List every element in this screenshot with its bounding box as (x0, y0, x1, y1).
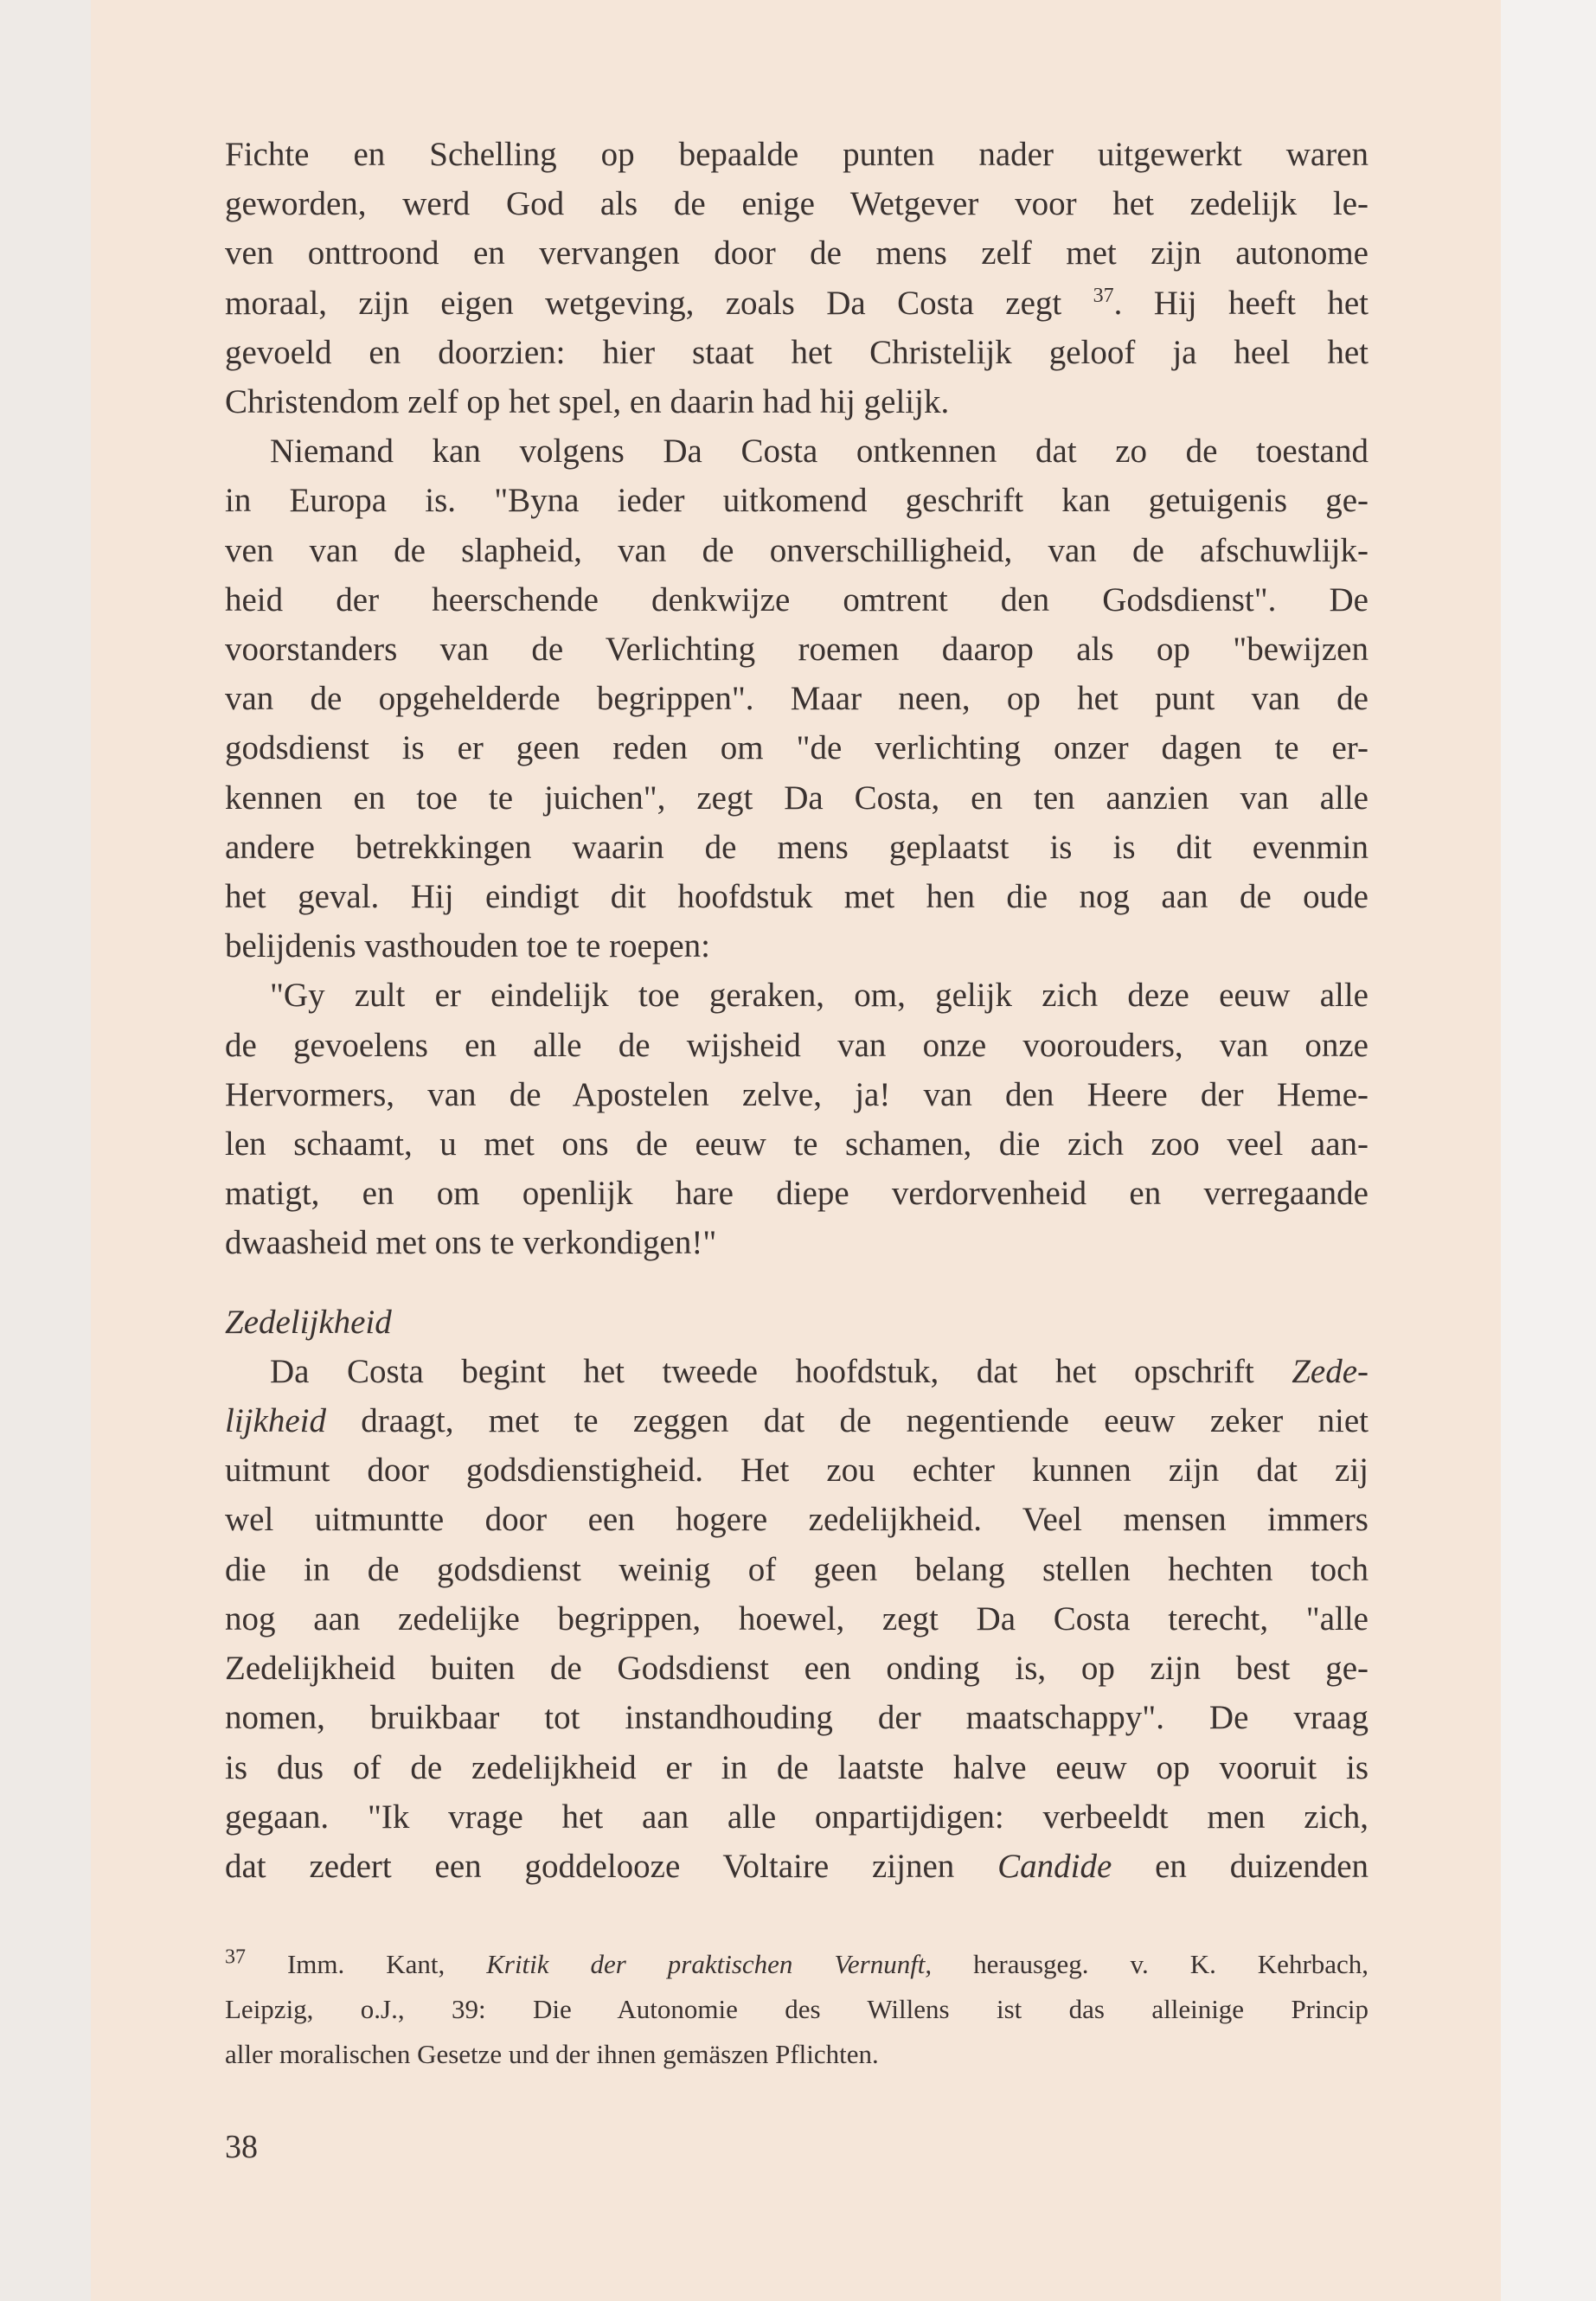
footnote-text: herausgeg. v. K. Kehrbach, (973, 1949, 1369, 1979)
text-fragment: . Hij heeft het (1113, 284, 1368, 322)
main-text (225, 130, 1368, 1891)
text-line: uitmunt door godsdienstigheid. Het zou echter kunnen zijn dat zij (225, 1452, 1368, 1490)
text-line: het geval. Hij eindigt dit hoofdstuk met hen die nog aan de oude (225, 878, 1368, 916)
text-line (225, 1396, 1368, 1445)
text-line: belijdenis vasthouden toe te roepen: (225, 927, 711, 965)
text-line: gegaan. "Ik vrage het aan alle onpartijdigen: verbeeldt men zich, (225, 1798, 1368, 1836)
text-line: Zedelijkheid buiten de Godsdienst een onding is, op zijn best ge- (225, 1650, 1368, 1688)
text-line: wel uitmuntte door een hogere zedelijkheid. Veel mensen immers (225, 1501, 1368, 1539)
text-line: matigt, en om openlijk hare diepe verdorvenheid en verregaande (225, 1175, 1368, 1213)
text-line: kennen en toe te juichen", zegt Da Costa, en ten aanzien van alle (225, 779, 1368, 817)
footnote-line: Leipzig, o.J., 39: Die Autonomie des Willens ist das alleinige Princip (225, 1994, 1368, 2024)
text-line: "Gy zult er eindelijk toe geraken, om, gelijk zich deze eeuw alle (270, 977, 1368, 1015)
text-line: geworden, werd God als de enige Wetgever voor het zedelijk le- (225, 185, 1368, 223)
text-line: is dus of de zedelijkheid er in de laatste halve eeuw op vooruit is (225, 1748, 1368, 1786)
text-fragment: en duizenden (1155, 1847, 1368, 1885)
book-page (91, 0, 1501, 2301)
text-line: Niemand kan volgens Da Costa ontkennen dat zo de toestand (270, 433, 1368, 471)
footnote-line (225, 1942, 1368, 1987)
text-line: heid der heerschende denkwijze omtrent den Godsdienst". De (225, 580, 1368, 619)
page-number: 38 (225, 2129, 258, 2165)
text-line: godsdienst is er geen reden om "de verlichting onzer dagen te er- (225, 729, 1368, 767)
text-fragment: Da Costa begint het tweede hoofdstuk, dat het opschrift (270, 1352, 1254, 1390)
text-line: Fichte en Schelling op bepaalde punten nader uitgewerkt waren (225, 136, 1368, 173)
text-line: dwaasheid met ons te verkondigen!" (225, 1224, 717, 1262)
italic-term: Candide (997, 1847, 1112, 1885)
italic-term: Zede- (1292, 1352, 1368, 1390)
text-line: nomen, bruikbaar tot instandhouding der maatschappy". De vraag (225, 1699, 1368, 1737)
text-line (225, 279, 1368, 328)
text-line: len schaamt, u met ons de eeuw te schamen, die zich zoo veel aan- (225, 1125, 1368, 1163)
text-line: gevoeld en doorzien: hier staat het Christelijk geloof ja heel het (225, 333, 1368, 371)
text-line: in Europa is. "Byna ieder uitkomend geschrift kan getuigenis ge- (225, 482, 1368, 520)
text-line (225, 1347, 1368, 1396)
text-line: ven van de slapheid, van de onverschilligheid, van de afschuwlijk- (225, 531, 1368, 569)
footnote (225, 1942, 1368, 2077)
footnote-line: aller moralischen Gesetze und der ihnen gemäszen Pflichten. (225, 2039, 879, 2069)
footnote-reference: 37 (1093, 284, 1114, 307)
text-fragment: draagt, met te zeggen dat de negentiende eeuw zeker niet (361, 1402, 1368, 1440)
footnote-title: Kritik der praktischen Vernunft, (486, 1949, 933, 1979)
text-fragment: moraal, zijn eigen wetgeving, zoals Da Costa zegt (225, 284, 1062, 322)
text-line: ven onttroond en vervangen door de mens zelf met zijn autonome (225, 234, 1368, 272)
text-line (225, 1842, 1368, 1891)
section-heading: Zedelijkheid (225, 1303, 392, 1341)
text-line: Christendom zelf op het spel, en daarin had hij gelijk. (225, 383, 950, 421)
text-fragment: dat zedert een goddelooze Voltaire zijnen (225, 1847, 955, 1885)
text-line: de gevoelens en alle de wijsheid van onze voorouders, van onze (225, 1026, 1368, 1064)
footnote-author: Imm. Kant, (286, 1949, 445, 1979)
text-line: voorstanders van de Verlichting roemen daarop als op "bewijzen (225, 631, 1368, 669)
text-line: nog aan zedelijke begrippen, hoewel, zegt Da Costa terecht, "alle (225, 1599, 1368, 1638)
footnote-number: 37 (225, 1945, 246, 1969)
text-line: die in de godsdienst weinig of geen belang stellen hechten toch (225, 1550, 1368, 1588)
page-margin (1501, 0, 1596, 2301)
text-line: Hervormers, van de Apostelen zelve, ja! van den Heere der Heme- (225, 1075, 1368, 1113)
text-line: van de opgehelderde begrippen". Maar neen, op het punt van de (225, 680, 1368, 718)
text-line: andere betrekkingen waarin de mens geplaatst is is dit evenmin (225, 828, 1368, 866)
italic-term: lijkheid (225, 1402, 326, 1440)
